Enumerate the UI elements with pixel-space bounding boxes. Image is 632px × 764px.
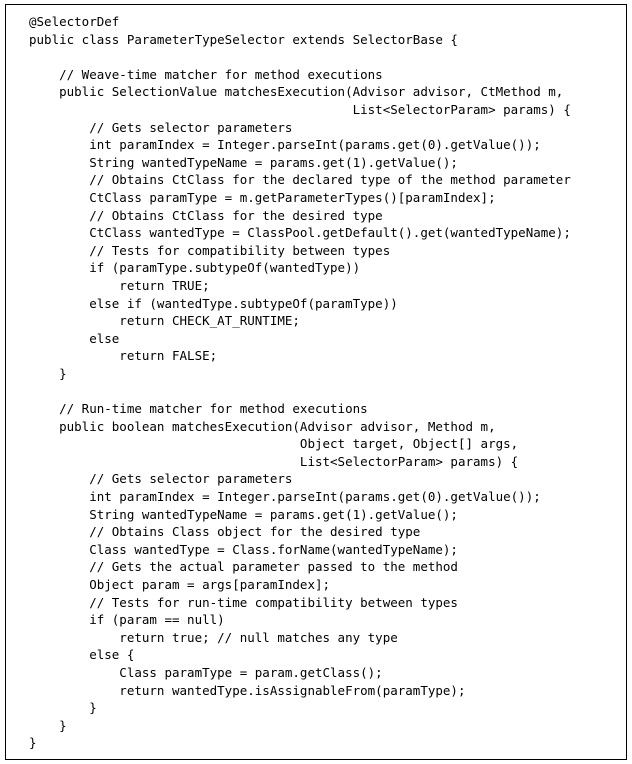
code-line: return wantedType.isAssignableFrom(paramType);	[29, 682, 466, 698]
code-line	[29, 382, 571, 400]
code-line: // Gets the actual parameter passed to the method	[29, 559, 458, 575]
code-line: return true; // null matches any type	[29, 629, 398, 645]
code-line: }	[29, 735, 37, 751]
code-line: else	[29, 330, 120, 346]
code-line: if (param == null)	[29, 612, 225, 628]
code-line: List<SelectorParam> params) {	[29, 101, 571, 117]
code-line: CtClass wantedType = ClassPool.getDefault().get(wantedTypeName);	[29, 225, 571, 241]
code-line: }	[29, 717, 67, 733]
code-line: else if (wantedType.subtypeOf(paramType))	[29, 295, 398, 311]
code-line: return FALSE;	[29, 348, 218, 364]
code-line	[29, 48, 571, 66]
code-line: List<SelectorParam> params) {	[29, 453, 519, 469]
code-line: public class ParameterTypeSelector extends SelectorBase {	[29, 31, 458, 47]
code-line: }	[29, 700, 97, 716]
code-line: else {	[29, 647, 135, 663]
code-line: int paramIndex = Integer.parseInt(params.get(0).getValue());	[29, 489, 541, 505]
code-line: @SelectorDef	[29, 14, 120, 29]
code-line: // Obtains CtClass for the desired type	[29, 207, 383, 223]
code-line: // Weave-time matcher for method executions	[29, 66, 383, 82]
code-line: }	[29, 365, 67, 381]
code-line: // Run-time matcher for method executions	[29, 401, 368, 417]
code-line: Object target, Object[] args,	[29, 436, 519, 452]
code-line: Class paramType = param.getClass();	[29, 664, 383, 680]
code-line: return TRUE;	[29, 277, 210, 293]
code-line: String wantedTypeName = params.get(1).getValue();	[29, 506, 458, 522]
code-line: // Gets selector parameters	[29, 471, 293, 487]
code-line: public boolean matchesExecution(Advisor advisor, Method m,	[29, 418, 496, 434]
code-line: CtClass paramType = m.getParameterTypes()[paramIndex];	[29, 189, 496, 205]
code-line: public SelectionValue matchesExecution(Advisor advisor, CtMethod m,	[29, 84, 564, 100]
code-line: Object param = args[paramIndex];	[29, 577, 331, 592]
code-line: // Tests for run-time compatibility between types	[29, 594, 458, 610]
code-line: // Gets selector parameters	[29, 119, 293, 135]
code-line: String wantedTypeName = params.get(1).getValue();	[29, 154, 458, 170]
code-line: return CHECK_AT_RUNTIME;	[29, 313, 300, 329]
code-listing	[29, 13, 571, 752]
code-listing-frame	[5, 4, 627, 760]
code-line: Class wantedType = Class.forName(wantedTypeName);	[29, 541, 458, 557]
code-line: int paramIndex = Integer.parseInt(params.get(0).getValue());	[29, 137, 541, 153]
code-line: if (paramType.subtypeOf(wantedType))	[29, 260, 361, 276]
code-line: // Tests for compatibility between types	[29, 242, 391, 258]
code-line: // Obtains Class object for the desired type	[29, 524, 421, 540]
code-line: // Obtains CtClass for the declared type of the method parameter	[29, 172, 571, 188]
